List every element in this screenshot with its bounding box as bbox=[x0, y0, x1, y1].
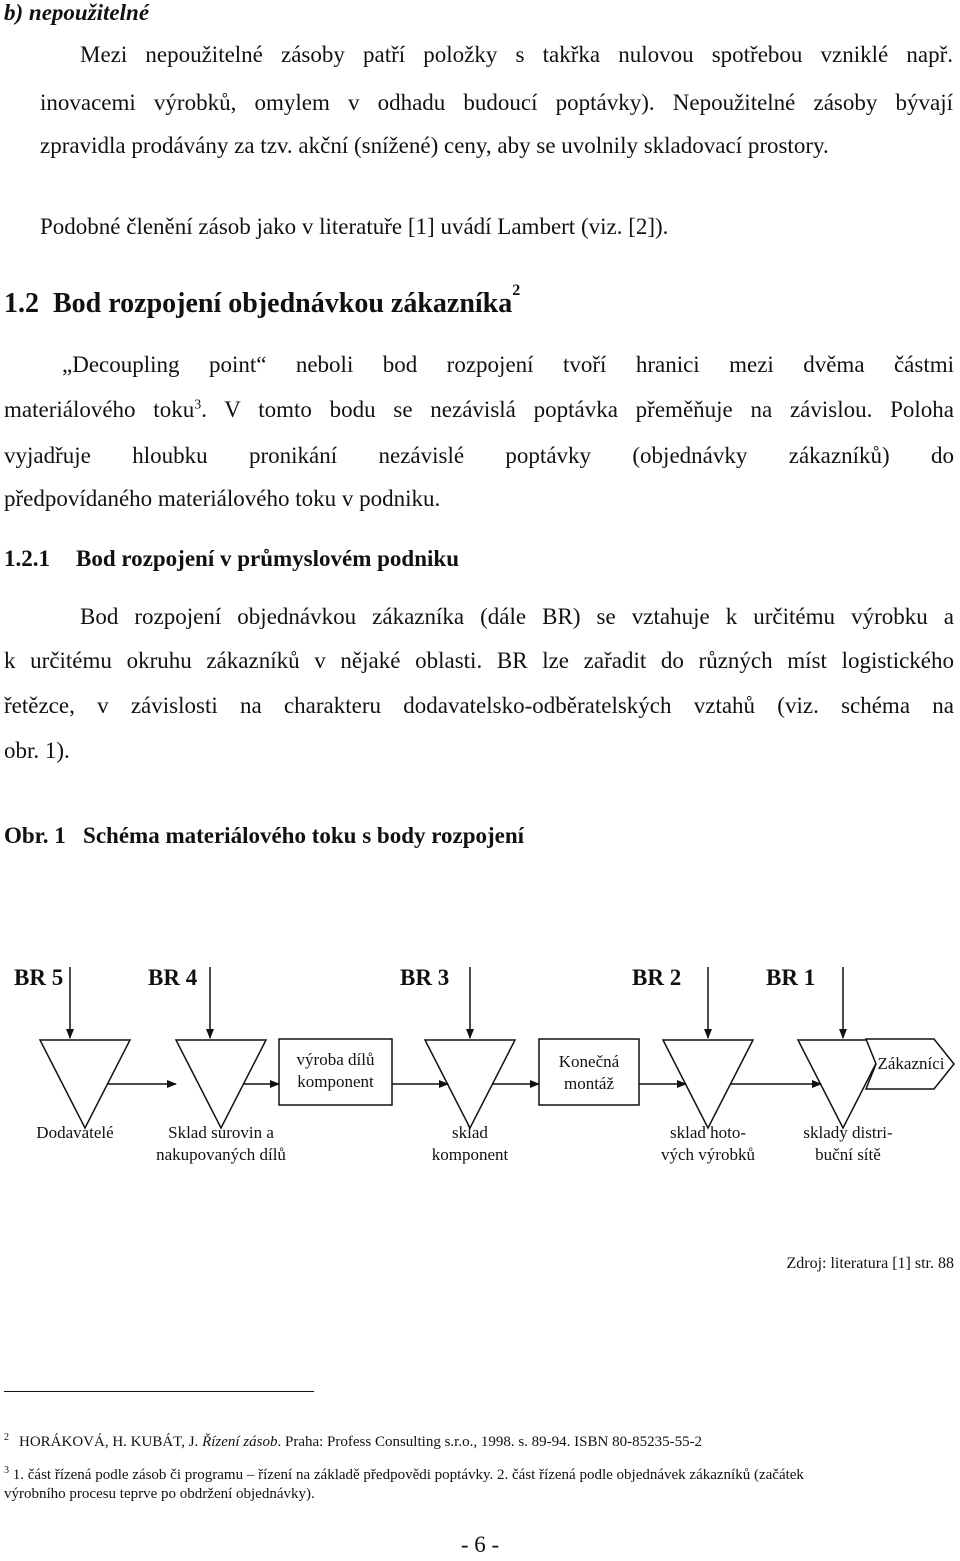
flow-diagram bbox=[0, 955, 960, 1175]
stock-label-4-line1: sklad hoto- bbox=[669, 1123, 747, 1142]
section-121-line3: řetězce, v závislosti na charakteru dodavatelsko-odběratelských vztahů (viz. schéma na bbox=[4, 693, 954, 718]
stock-label-4-line2: vých výrobků bbox=[661, 1145, 755, 1164]
footnote-separator bbox=[4, 1391, 314, 1392]
section-12-line2 bbox=[4, 397, 954, 423]
section-12-line2b: . V tomto bodu se nezávislá poptávka přeměňuje na závislou. Poloha bbox=[201, 397, 954, 422]
para1-line2: inovacemi výrobků, omylem v odhadu budoucí poptávky). Nepoužitelné zásoby bývají bbox=[40, 90, 953, 115]
stock-label-4 bbox=[640, 1122, 776, 1166]
process-box-2-line2: montáž bbox=[563, 1074, 615, 1093]
stock-label-2-line1: Sklad surovin a bbox=[168, 1123, 274, 1142]
footnote-ref-3: 3 bbox=[194, 397, 202, 413]
section-121-line1: Bod rozpojení objednávkou zákazníka (dále BR) se vztahuje k určitému výrobku a bbox=[80, 604, 954, 629]
stock-label-1-line1: Dodavatelé bbox=[36, 1123, 114, 1142]
footnote-ref-2: 2 bbox=[512, 282, 521, 299]
section-121-title: Bod rozpojení v průmyslovém podniku bbox=[76, 546, 459, 571]
figure-caption bbox=[4, 823, 524, 849]
section-12-line2a: materiálového toku bbox=[4, 397, 195, 422]
section-121-number: 1.2.1 bbox=[4, 546, 50, 571]
br1-label: BR 1 bbox=[766, 965, 816, 990]
process-box-1-line2: komponent bbox=[297, 1072, 374, 1091]
section-12-line4: předpovídaného materiálového toku v podniku. bbox=[4, 486, 441, 511]
para1-line1: Mezi nepoužitelné zásoby patří položky s takřka nulovou spotřebou vzniklé např. bbox=[80, 42, 953, 67]
footnote-2-post: . Praha: Profess Consulting s.r.o., 1998. s. 89-94. ISBN 80-85235-55-2 bbox=[277, 1434, 703, 1450]
stock-label-2 bbox=[136, 1122, 306, 1166]
br4-label: BR 4 bbox=[148, 965, 198, 990]
br2-label: BR 2 bbox=[632, 965, 682, 990]
process-box-1-line1: výroba dílů bbox=[296, 1050, 375, 1069]
footnote-3-cont: výrobního procesu teprve po obdržení objednávky). bbox=[4, 1486, 315, 1502]
section-12-title: Bod rozpojení objednávkou zákazníka bbox=[53, 288, 513, 319]
stock-label-2-line2: nakupovaných dílů bbox=[156, 1145, 286, 1164]
section-b-heading: b) nepoužitelné bbox=[4, 0, 150, 25]
section-121-heading bbox=[4, 546, 459, 572]
para1-line3: zpravidla prodávány za tzv. akční (snížené) ceny, aby se uvolnily skladovací prostory. bbox=[40, 133, 829, 158]
section-12-heading bbox=[4, 282, 521, 320]
figure-caption-title: Schéma materiálového toku s body rozpojení bbox=[83, 823, 525, 848]
stock-label-5 bbox=[783, 1122, 913, 1166]
stock-label-3-line2: komponent bbox=[431, 1145, 509, 1164]
process-box-1-text bbox=[279, 1049, 392, 1093]
process-box-2-text bbox=[539, 1051, 639, 1095]
stock-label-3-line1: sklad bbox=[452, 1123, 488, 1142]
stock-label-5-line1: sklady distri- bbox=[803, 1123, 893, 1142]
footnote-2-title: Řízení zásob bbox=[202, 1434, 278, 1450]
footnote-2 bbox=[4, 1432, 702, 1451]
section-12-number: 1.2 bbox=[4, 288, 39, 319]
page-number: - 6 - bbox=[460, 1532, 500, 1557]
figure-caption-number: Obr. 1 bbox=[4, 823, 66, 848]
para2: Podobné členění zásob jako v literatuře [1] uvádí Lambert (viz. [2]). bbox=[40, 214, 669, 239]
section-121-line2: k určitému okruhu zákazníků v nějaké oblasti. BR lze zařadit do různých míst logistického bbox=[4, 648, 954, 673]
footnote-2-pre: HORÁKOVÁ, H. KUBÁT, J. bbox=[19, 1434, 203, 1450]
footnote-3-num: 3 bbox=[4, 1465, 9, 1476]
figure-source: Zdroj: literatura [1] str. 88 bbox=[786, 1255, 954, 1272]
section-121-line4: obr. 1). bbox=[4, 738, 70, 763]
section-12-line3: vyjadřuje hloubku pronikání nezávislé poptávky (objednávky zákazníků) do bbox=[4, 443, 954, 468]
section-12-line1: „Decoupling point“ neboli bod rozpojení tvoří hranici mezi dvěma částmi bbox=[62, 352, 954, 377]
stock-label-3 bbox=[410, 1122, 530, 1166]
stock-label-5-line2: buční sítě bbox=[815, 1145, 881, 1164]
process-box-2-line1: Konečná bbox=[558, 1052, 620, 1071]
customers-label: Zákazníci bbox=[877, 1054, 945, 1073]
footnote-3 bbox=[4, 1465, 804, 1484]
footnote-2-num: 2 bbox=[4, 1432, 9, 1443]
br3-label: BR 3 bbox=[400, 965, 450, 990]
footnote-3-line1: 1. část řízená podle zásob či programu – řízení na základě předpovědi poptávky. 2. část řízená podle objednávek zákazníků (začátek bbox=[9, 1467, 804, 1483]
br5-label: BR 5 bbox=[14, 965, 64, 990]
stock-label-1 bbox=[20, 1122, 130, 1144]
